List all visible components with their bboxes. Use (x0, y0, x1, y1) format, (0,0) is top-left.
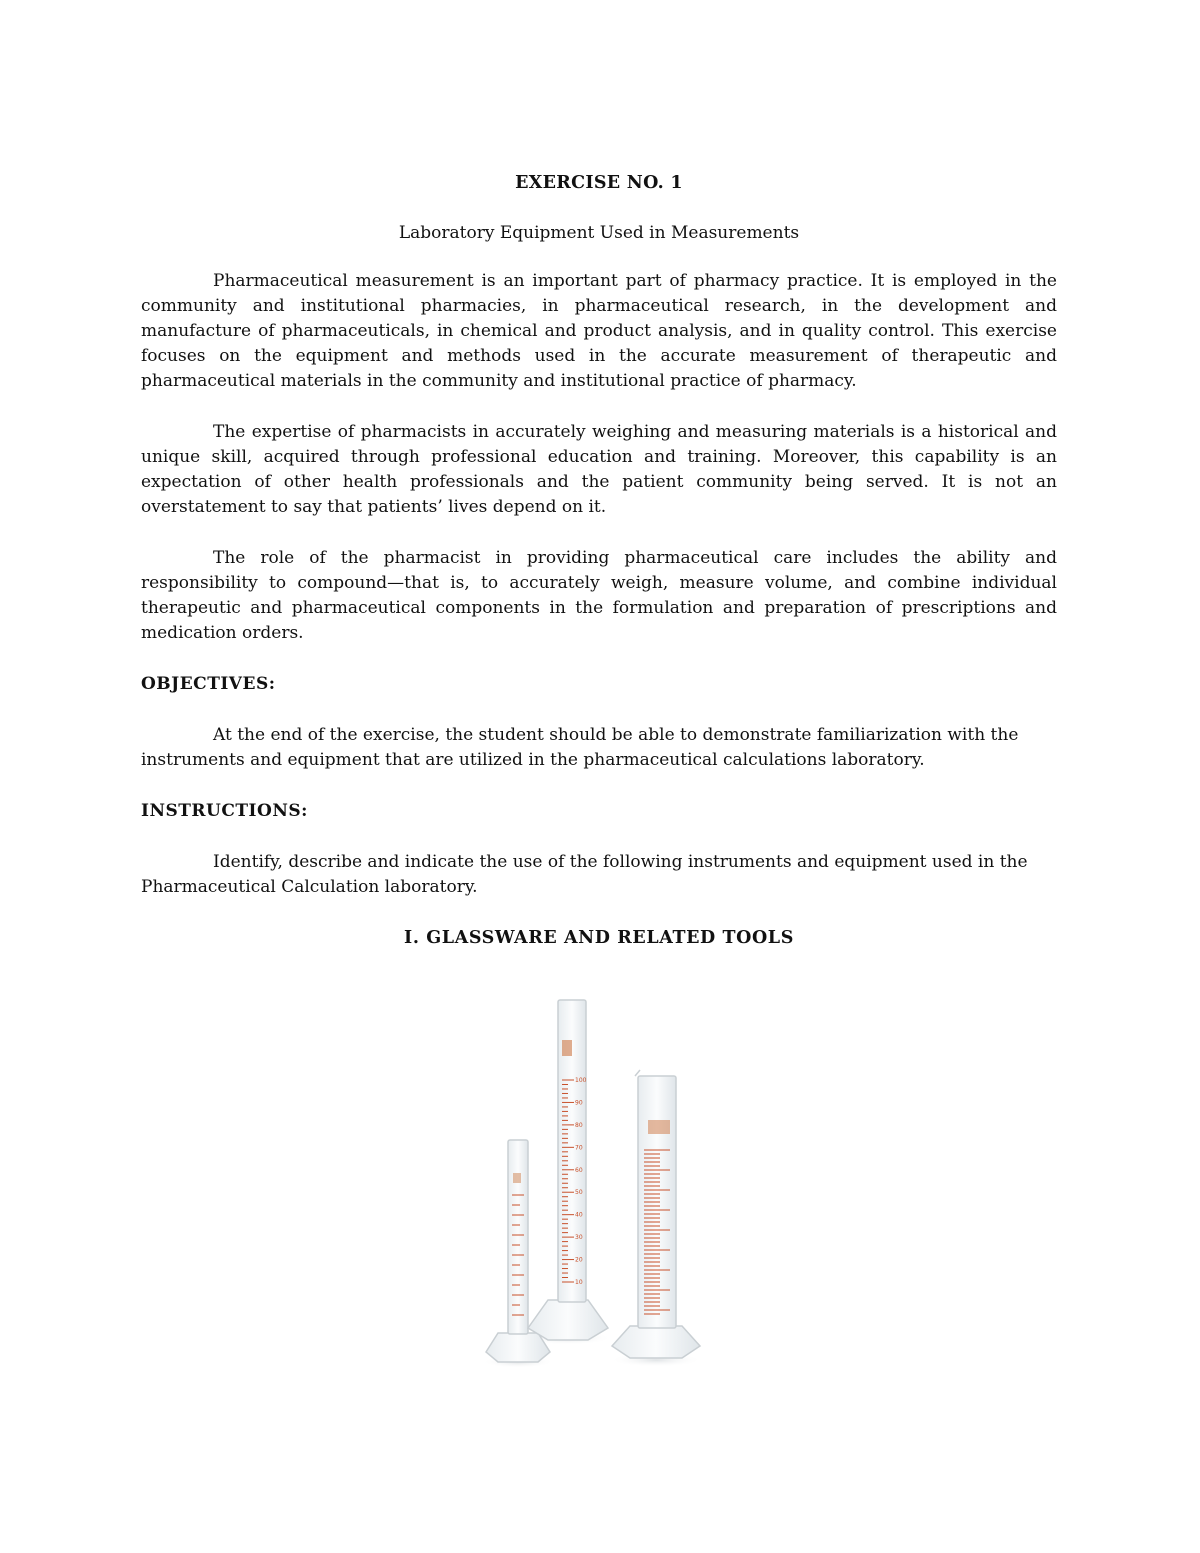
medium-cylinder (612, 1070, 700, 1358)
document-body (141, 168, 1057, 951)
tall-cylinder-scale-label: 80 (575, 1121, 583, 1129)
tall-cylinder-scale-label: 90 (575, 1099, 583, 1107)
intro-paragraph-2: The expertise of pharmacists in accurately weighing and measuring materials is a historical and unique skill, acquired through professional education and training. Moreover, this capability is an expectation of other health professionals and the patient community being served. It is not an overstatement to say that patients’ lives depend on it. (141, 422, 1057, 517)
exercise-title: EXERCISE NO. 1 (515, 173, 683, 193)
tall-cylinder-scale-label: 10 (575, 1279, 583, 1286)
tall-cylinder (528, 1000, 608, 1340)
graduated-cylinders-image (470, 990, 730, 1370)
exercise-subtitle: Laboratory Equipment Used in Measurements (398, 223, 800, 243)
tall-cylinder-scale-label: 60 (575, 1166, 583, 1174)
tall-cylinder-scale-label: 40 (575, 1211, 583, 1219)
tall-cylinder-scale-label: 100 (575, 1077, 587, 1084)
tall-cylinder-scale-label: 30 (575, 1234, 583, 1242)
objectives-text: At the end of the exercise, the student should be able to demonstrate familiarization with the instruments and equipment that are utilized in the pharmaceutical calculations laboratory. (141, 725, 1019, 770)
tall-cylinder-scale-label: 70 (575, 1144, 583, 1152)
tall-cylinder-scale-label: 50 (575, 1189, 583, 1197)
instructions-text: Identify, describe and indicate the use of the following instruments and equipment used in the Pharmaceutical Calculation laboratory. (141, 852, 1028, 897)
instructions-heading: INSTRUCTIONS: (141, 801, 308, 821)
intro-paragraph-1: Pharmaceutical measurement is an important part of pharmacy practice. It is employed in the community and institutional pharmacies, in pharmaceutical research, in the development and manufacture of pharmaceuticals, in chemical and product analysis, and in quality control. This exercise focuses on the equipment and methods used in the accurate measurement of therapeutic and pharmaceutical materials in the community and institutional practice of pharmacy. (141, 271, 1057, 391)
glassware-section-title: I. GLASSWARE AND RELATED TOOLS (404, 928, 794, 948)
intro-paragraph-3: The role of the pharmacist in providing pharmaceutical care includes the ability and responsibility to compound—that is, to accurately weigh, measure volume, and combine individual therapeutic and pharmaceutical components in the formulation and preparation of prescriptions and medication orders. (141, 548, 1057, 643)
tall-cylinder-scale-label: 20 (575, 1256, 583, 1264)
objectives-heading: OBJECTIVES: (141, 674, 276, 694)
